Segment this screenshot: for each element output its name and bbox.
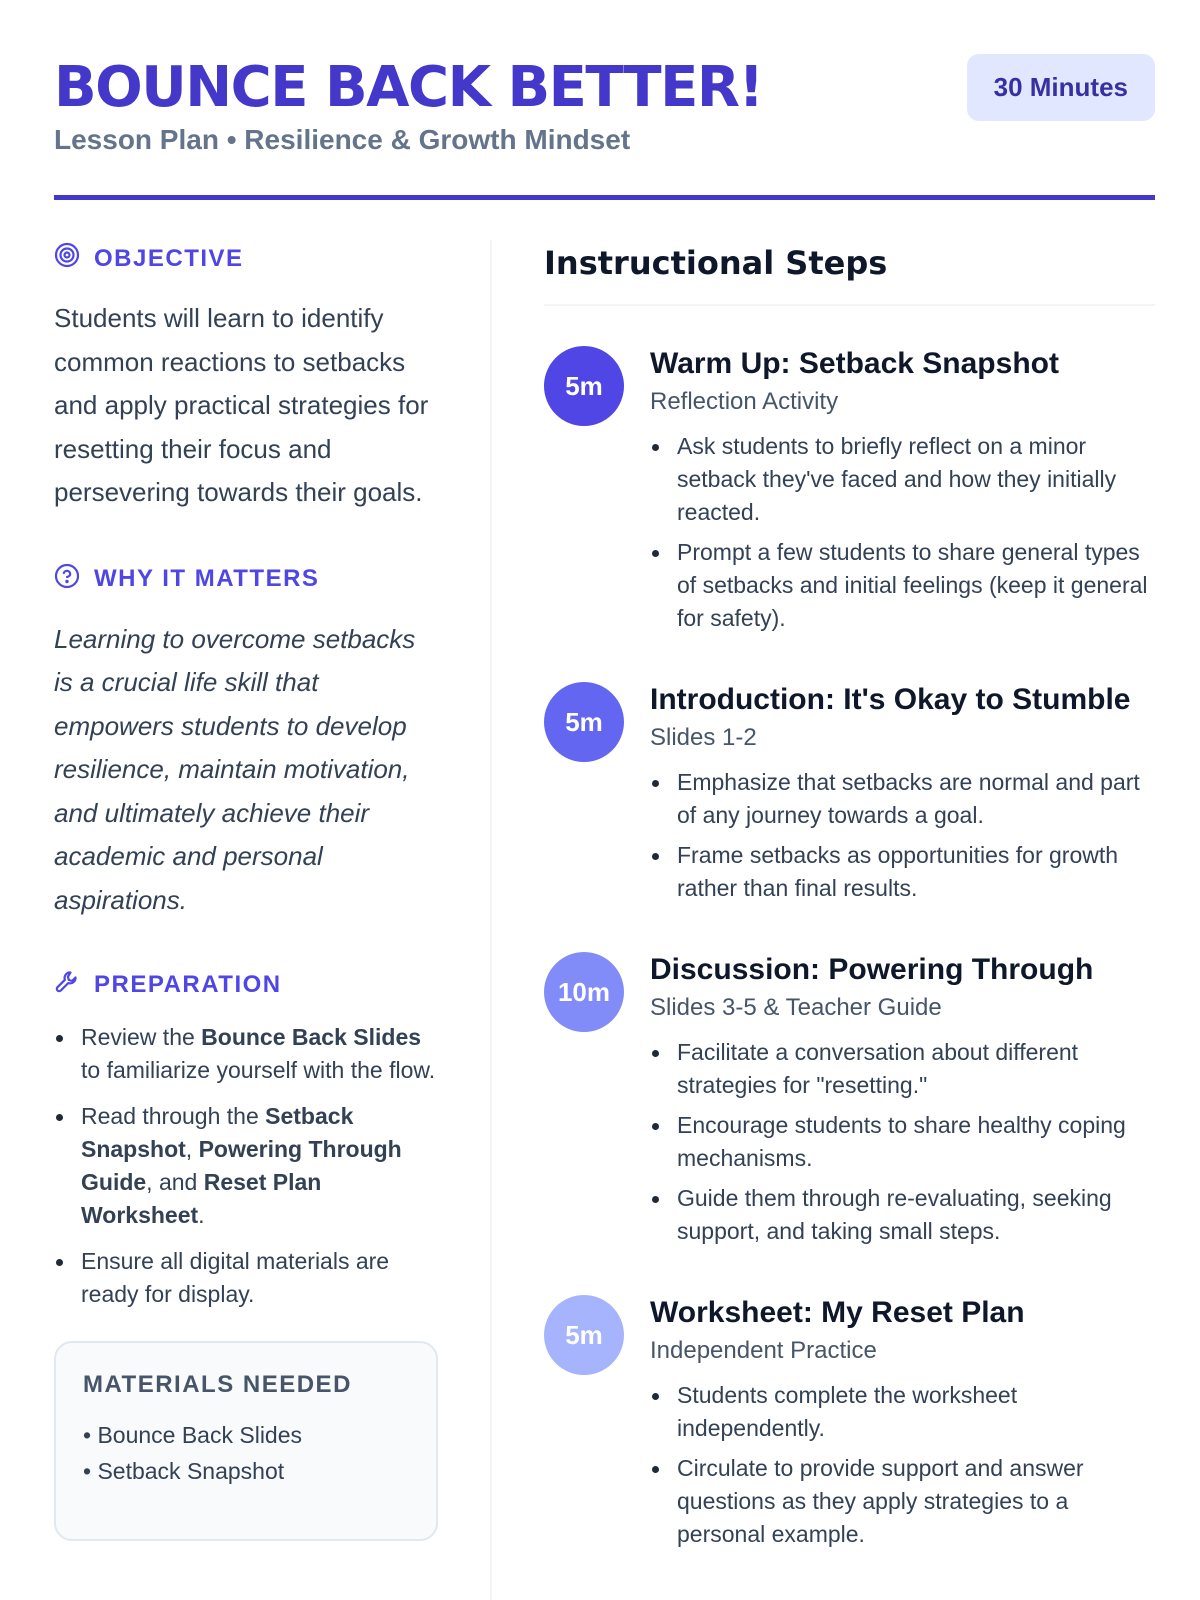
list-item: Encourage students to share healthy coping mechanisms. [650, 1109, 1155, 1175]
list-item: Circulate to provide support and answer questions as they apply strategies to a personal example. [650, 1452, 1155, 1551]
step-subtitle: Independent Practice [650, 1337, 877, 1364]
step-title: Worksheet: My Reset Plan [650, 1296, 1025, 1329]
step-time-badge: 5m [544, 1295, 624, 1375]
list-item: Prompt a few students to share general types of setbacks and initial feelings (keep it general for safety). [650, 536, 1155, 635]
why-heading [54, 563, 438, 596]
materials-box [54, 1341, 438, 1541]
step-title: Discussion: Powering Through [650, 953, 1094, 986]
step-time-badge: 5m [544, 682, 624, 762]
step-bullets [650, 430, 1155, 635]
page-title: BOUNCE BACK BETTER! [54, 55, 763, 120]
list-item: Ensure all digital materials are ready for display. [54, 1245, 438, 1311]
list-item: • Bounce Back Slides [83, 1422, 303, 1448]
list-item: • Setback Snapshot [83, 1458, 285, 1484]
list-item: Facilitate a conversation about different strategies for "resetting." [650, 1036, 1155, 1102]
step-subtitle: Slides 3-5 & Teacher Guide [650, 994, 942, 1021]
list-item: Read through the Setback Snapshot, Powering Through Guide, and Reset Plan Worksheet. [54, 1100, 438, 1232]
duration-badge: 30 Minutes [967, 54, 1155, 121]
step-title: Warm Up: Setback Snapshot [650, 347, 1059, 380]
why-heading-label: WHY IT MATTERS [94, 565, 320, 592]
materials-title: MATERIALS NEEDED [83, 1371, 352, 1398]
step-bullets [650, 1036, 1155, 1248]
objective-heading [54, 242, 438, 275]
steps-title: Instructional Steps [544, 244, 1155, 306]
content-area [54, 200, 1155, 1600]
left-column [54, 200, 438, 1600]
step-body [650, 952, 1155, 1255]
list-item: Emphasize that setbacks are normal and part of any journey towards a goal. [650, 766, 1155, 832]
step-body [650, 346, 1155, 642]
preparation-list [54, 1021, 438, 1311]
list-item: Review the Bounce Back Slides to familiarize yourself with the flow. [54, 1021, 438, 1087]
step-subtitle: Slides 1-2 [650, 724, 757, 751]
list-item: Ask students to briefly reflect on a minor setback they've faced and how they initially reacted. [650, 430, 1155, 529]
list-item: Guide them through re-evaluating, seeking support, and taking small steps. [650, 1182, 1155, 1248]
preparation-heading [54, 968, 438, 1001]
step-subtitle: Reflection Activity [650, 388, 839, 415]
step-bullets [650, 1379, 1155, 1551]
step-body [650, 1295, 1155, 1558]
list-item: Students complete the worksheet independently. [650, 1379, 1155, 1445]
step-1 [544, 346, 1155, 642]
list-item: Frame setbacks as opportunities for growth rather than final results. [650, 839, 1155, 905]
step-body [650, 682, 1155, 912]
preparation-heading-label: PREPARATION [94, 970, 282, 998]
why-text: Learning to overcome setbacks is a crucial life skill that empowers students to develop resilience, maintain motivation, and ultimately achieve their academic and personal aspirations. [54, 623, 416, 915]
materials-list [83, 1417, 409, 1489]
step-bullets [650, 766, 1155, 905]
step-time-badge: 5m [544, 346, 624, 426]
step-2 [544, 682, 1155, 912]
objective-heading-label: OBJECTIVE [94, 244, 244, 272]
step-3 [544, 952, 1155, 1255]
page-subtitle: Lesson Plan • Resilience & Growth Mindset [54, 124, 631, 155]
question-circle-icon [54, 563, 80, 596]
target-icon [54, 242, 80, 275]
header [54, 0, 1155, 200]
objective-text: Students will learn to identify common reactions to setbacks and apply practical strategies for resetting their focus and persevering towards their goals. [54, 303, 429, 507]
wrench-icon [54, 968, 80, 1001]
right-column [544, 200, 1155, 1600]
column-divider [490, 240, 492, 1600]
step-time-badge: 10m [544, 952, 624, 1032]
step-title: Introduction: It's Okay to Stumble [650, 683, 1131, 716]
step-4 [544, 1295, 1155, 1558]
